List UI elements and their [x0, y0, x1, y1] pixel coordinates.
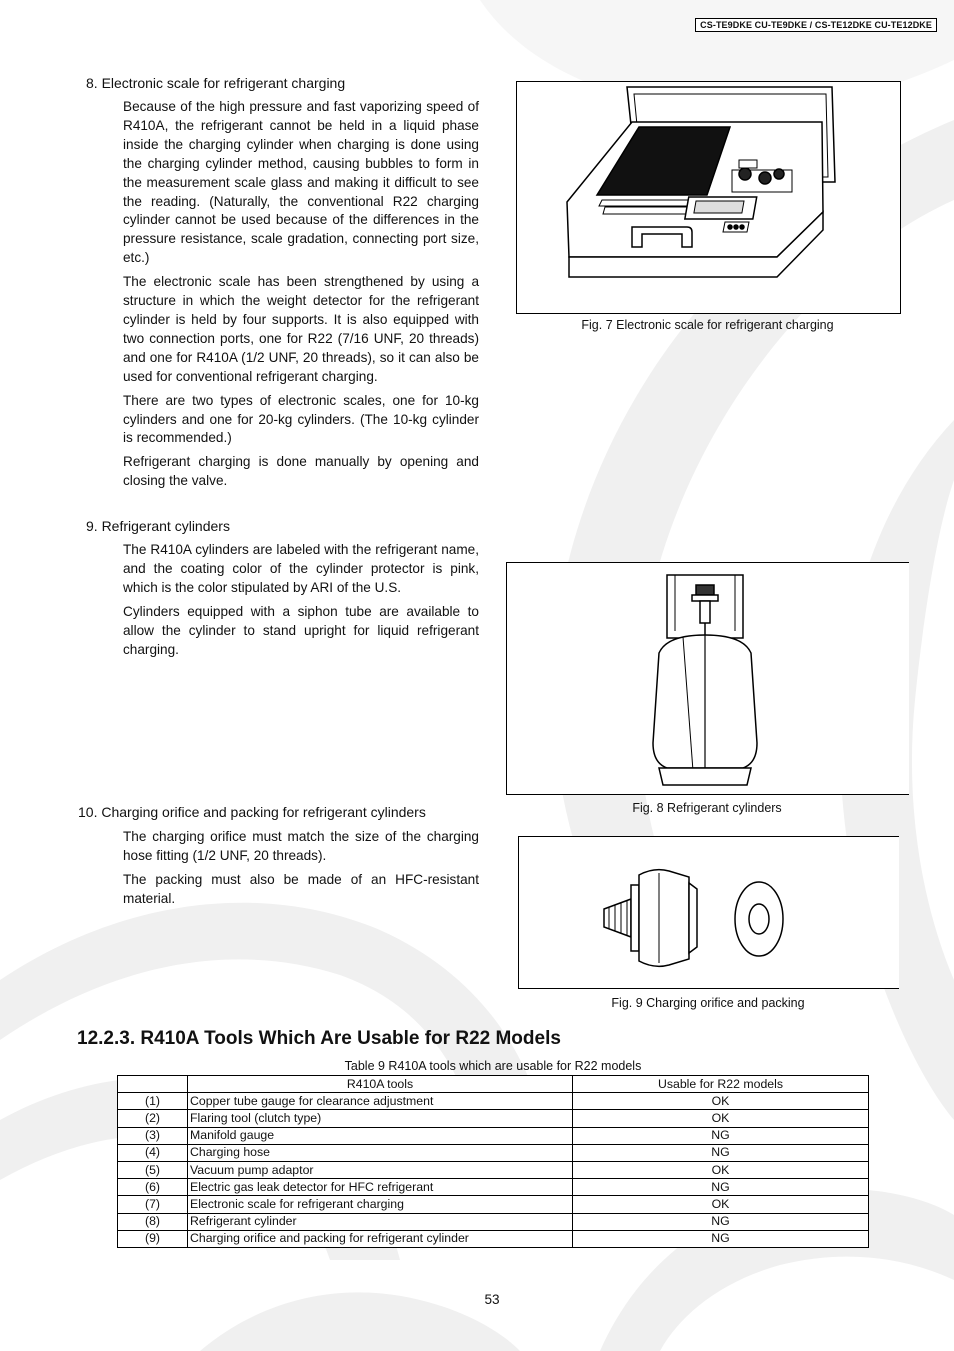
- section-8-paragraph: Because of the high pressure and fast vaporizing speed of R410A, the refrigerant cannot be held in a liquid phase inside the charging cylinder when charging is done using the charging cylinder method, causing bubbles to form in the measurement scale glass and making it difficult to see the reading. (Naturally, the conventional R22 charging cylinder cannot be used because of the differences in the pressure resistance, scale gradation, connecting port size, etc.): [123, 99, 479, 266]
- figure-7-electronic-scale: [516, 81, 901, 314]
- section-10-heading: 10. Charging orifice and packing for refrigerant cylinders: [78, 804, 426, 820]
- tool-name: Copper tube gauge for clearance adjustment: [188, 1093, 573, 1110]
- section-10-paragraph: The charging orifice must match the size of the charging hose fitting (1/2 UNF, 20 threads).: [123, 829, 479, 863]
- figure-7-caption: Fig. 7 Electronic scale for refrigerant charging: [581, 318, 834, 332]
- figure-9-charging-orifice: [518, 836, 899, 989]
- section-9-heading: 9. Refrigerant cylinders: [86, 518, 230, 534]
- table-caption: Table 9 R410A tools which are usable for R22 models: [344, 1059, 642, 1073]
- section-10-paragraph: The packing must also be made of an HFC-resistant material.: [123, 871, 479, 906]
- row-number: (1): [118, 1093, 188, 1110]
- row-number: (8): [118, 1213, 188, 1230]
- row-number: (4): [118, 1144, 188, 1161]
- usable-status: OK: [573, 1196, 869, 1213]
- tool-name: Vacuum pump adaptor: [188, 1161, 573, 1178]
- row-number: (9): [118, 1230, 188, 1247]
- table-row: [118, 1179, 869, 1196]
- usable-status: NG: [573, 1230, 869, 1247]
- section-9-paragraph: The R410A cylinders are labeled with the refrigerant name, and the coating color of the cylinder protector is pink, which is the color stipulated by ARI of the U.S.: [123, 542, 479, 595]
- usable-status: OK: [573, 1161, 869, 1178]
- figure-9-caption: Fig. 9 Charging orifice and packing: [611, 996, 805, 1010]
- tool-name: Refrigerant cylinder: [188, 1213, 573, 1230]
- section-8-paragraph: Refrigerant charging is done manually by opening and closing the valve.: [123, 454, 479, 489]
- table-row: [118, 1110, 869, 1127]
- table-row: [118, 1127, 869, 1144]
- section-9-paragraph: Cylinders equipped with a siphon tube are available to allow the cylinder to stand upright for liquid refrigerant charging.: [123, 603, 479, 657]
- row-number: (7): [118, 1196, 188, 1213]
- tool-name: Electronic scale for refrigerant charging: [188, 1196, 573, 1213]
- tool-name: Charging hose: [188, 1144, 573, 1161]
- table-row: [118, 1230, 869, 1247]
- usable-status: OK: [573, 1093, 869, 1110]
- table-header-cell: R410A tools: [188, 1076, 573, 1093]
- row-number: (3): [118, 1127, 188, 1144]
- table-row: [118, 1196, 869, 1213]
- section-8-paragraph: The electronic scale has been strengthened by using a structure in which the weight detector for the refrigerant cylinder is held by four supports. It is also equipped with two connection ports, one for R22 (7/16 UNF, 20 threads) and one for R410A (1/2 UNF, 20 threads), so it can also be used for conventional refrigerant charging.: [123, 274, 479, 384]
- figure-8-caption: Fig. 8 Refrigerant cylinders: [632, 801, 782, 815]
- table-header-cell: [118, 1076, 188, 1093]
- table-header-row: [118, 1076, 869, 1093]
- section-8-body: [123, 98, 479, 491]
- usable-status: NG: [573, 1144, 869, 1161]
- tool-name: Manifold gauge: [188, 1127, 573, 1144]
- section-title: 12.2.3. R410A Tools Which Are Usable for R22 Models: [77, 1028, 561, 1049]
- section-8-heading: 8. Electronic scale for refrigerant charging: [86, 75, 346, 91]
- tool-name: Electric gas leak detector for HFC refrigerant: [188, 1179, 573, 1196]
- usable-status: NG: [573, 1213, 869, 1230]
- row-number: (6): [118, 1179, 188, 1196]
- table-header-cell: Usable for R22 models: [573, 1076, 869, 1093]
- usable-status: NG: [573, 1127, 869, 1144]
- row-number: (5): [118, 1161, 188, 1178]
- table-row: [118, 1161, 869, 1178]
- table-row: [118, 1213, 869, 1230]
- tools-table: [117, 1075, 869, 1248]
- figure-8-refrigerant-cylinder: [506, 562, 909, 795]
- section-10-body: [123, 828, 479, 909]
- usable-status: OK: [573, 1110, 869, 1127]
- page-number: 53: [484, 1292, 500, 1307]
- charging-orifice-illustration: [519, 837, 899, 988]
- table-row: [118, 1093, 869, 1110]
- section-9-body: [123, 541, 479, 659]
- refrigerant-cylinder-illustration: [507, 563, 909, 794]
- table-row: [118, 1144, 869, 1161]
- tool-name: Charging orifice and packing for refrigerant cylinder: [188, 1230, 573, 1247]
- row-number: (2): [118, 1110, 188, 1127]
- electronic-scale-illustration: [517, 82, 900, 313]
- usable-status: NG: [573, 1179, 869, 1196]
- model-code-header: CS-TE9DKE CU-TE9DKE / CS-TE12DKE CU-TE12DKE: [695, 18, 937, 32]
- tool-name: Flaring tool (clutch type): [188, 1110, 573, 1127]
- section-8-paragraph: There are two types of electronic scales, one for 10-kg cylinders and one for 20-kg cylinders. (The 10-kg cylinder is recommended.): [123, 392, 479, 446]
